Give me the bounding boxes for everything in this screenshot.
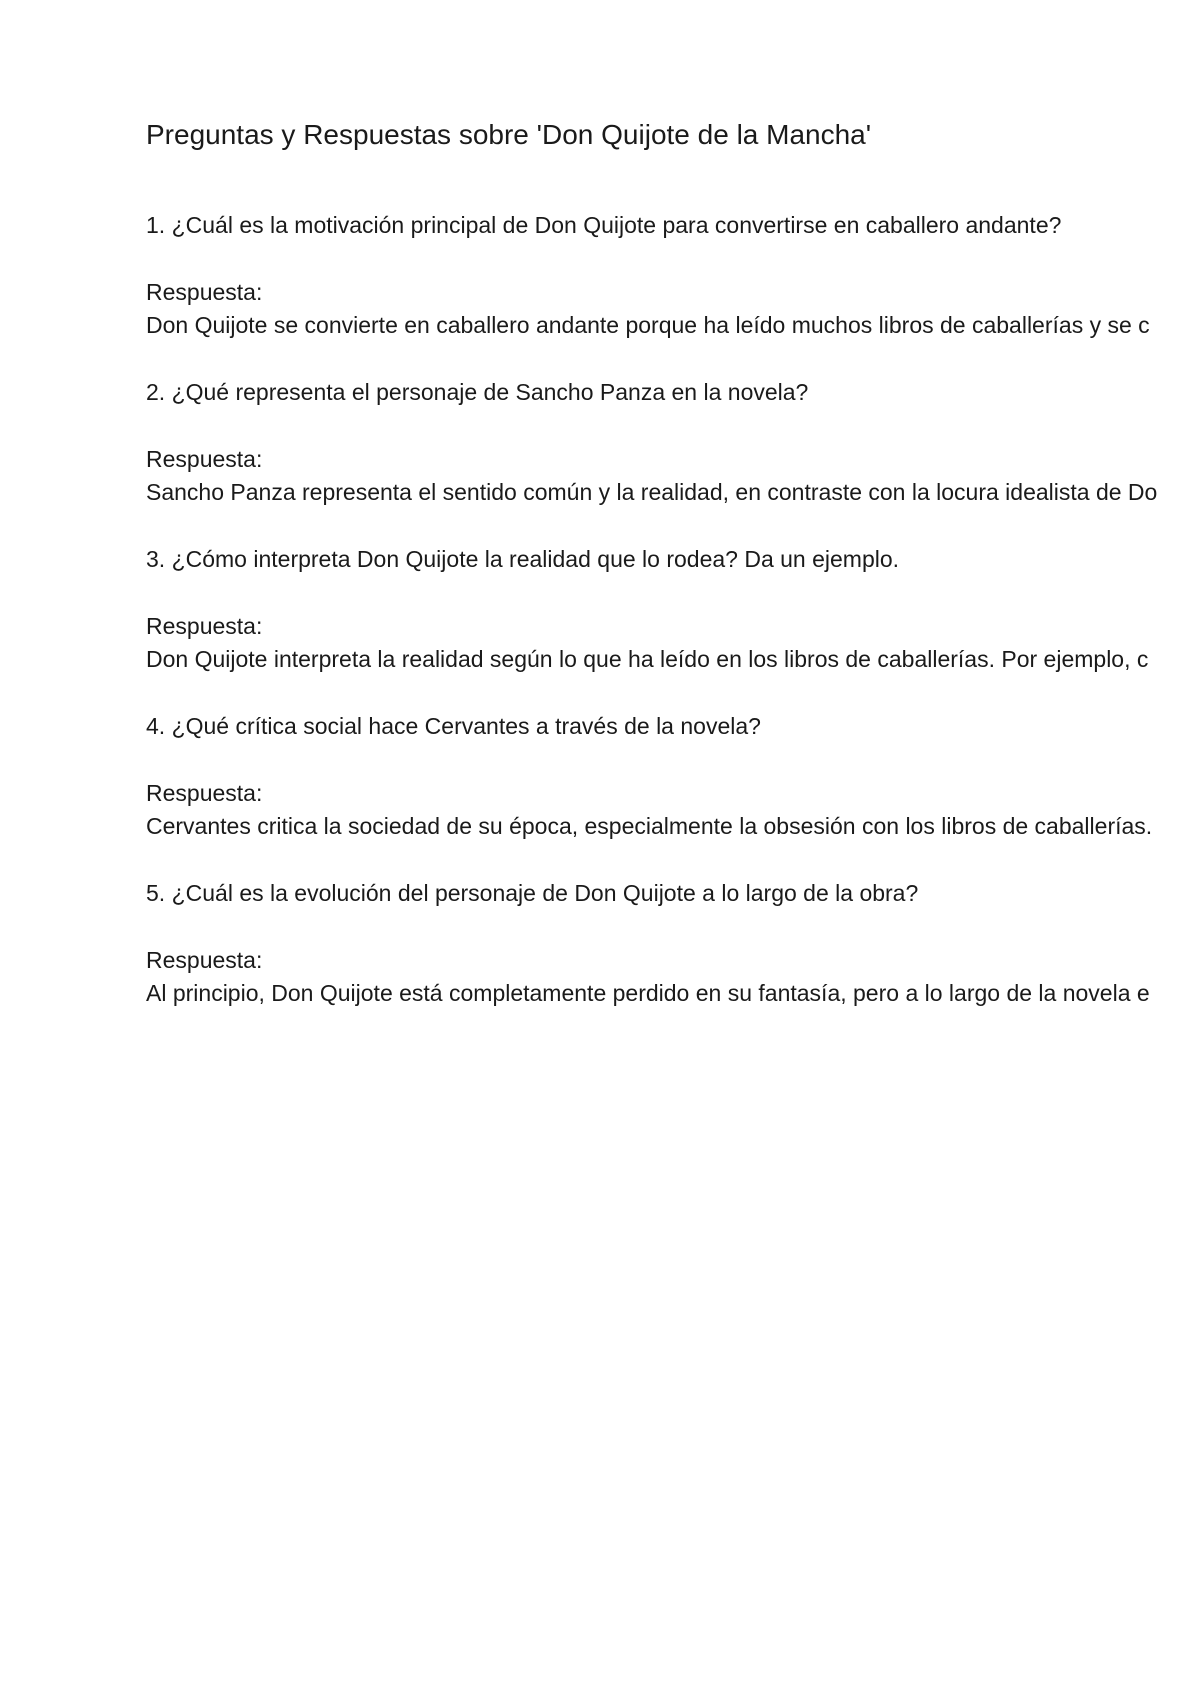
answer-label-2: Respuesta: bbox=[146, 446, 263, 472]
document-title: Preguntas y Respuestas sobre 'Don Quijote de la Mancha' bbox=[146, 119, 872, 150]
question-3: 3. ¿Cómo interpreta Don Quijote la realidad que lo rodea? Da un ejemplo. bbox=[146, 546, 900, 572]
answer-3: Don Quijote interpreta la realidad según lo que ha leído en los libros de caballerías. Por ejemplo, c bbox=[146, 646, 1149, 672]
question-2: 2. ¿Qué representa el personaje de Sancho Panza en la novela? bbox=[146, 379, 809, 405]
answer-label-5: Respuesta: bbox=[146, 947, 263, 973]
question-5: 5. ¿Cuál es la evolución del personaje de Don Quijote a lo largo de la obra? bbox=[146, 880, 919, 906]
answer-5: Al principio, Don Quijote está completamente perdido en su fantasía, pero a lo largo de la novela e bbox=[146, 980, 1150, 1006]
answer-1: Don Quijote se convierte en caballero andante porque ha leído muchos libros de caballerías y se c bbox=[146, 312, 1150, 338]
answer-label-3: Respuesta: bbox=[146, 613, 263, 639]
question-1: 1. ¿Cuál es la motivación principal de Don Quijote para convertirse en caballero andante? bbox=[146, 212, 1062, 238]
answer-label-4: Respuesta: bbox=[146, 780, 263, 806]
answer-label-1: Respuesta: bbox=[146, 279, 263, 305]
answer-2: Sancho Panza representa el sentido común y la realidad, en contraste con la locura idealista de Do bbox=[146, 479, 1158, 505]
question-4: 4. ¿Qué crítica social hace Cervantes a través de la novela? bbox=[146, 713, 761, 739]
answer-4: Cervantes critica la sociedad de su época, especialmente la obsesión con los libros de caballerías. bbox=[146, 813, 1153, 839]
